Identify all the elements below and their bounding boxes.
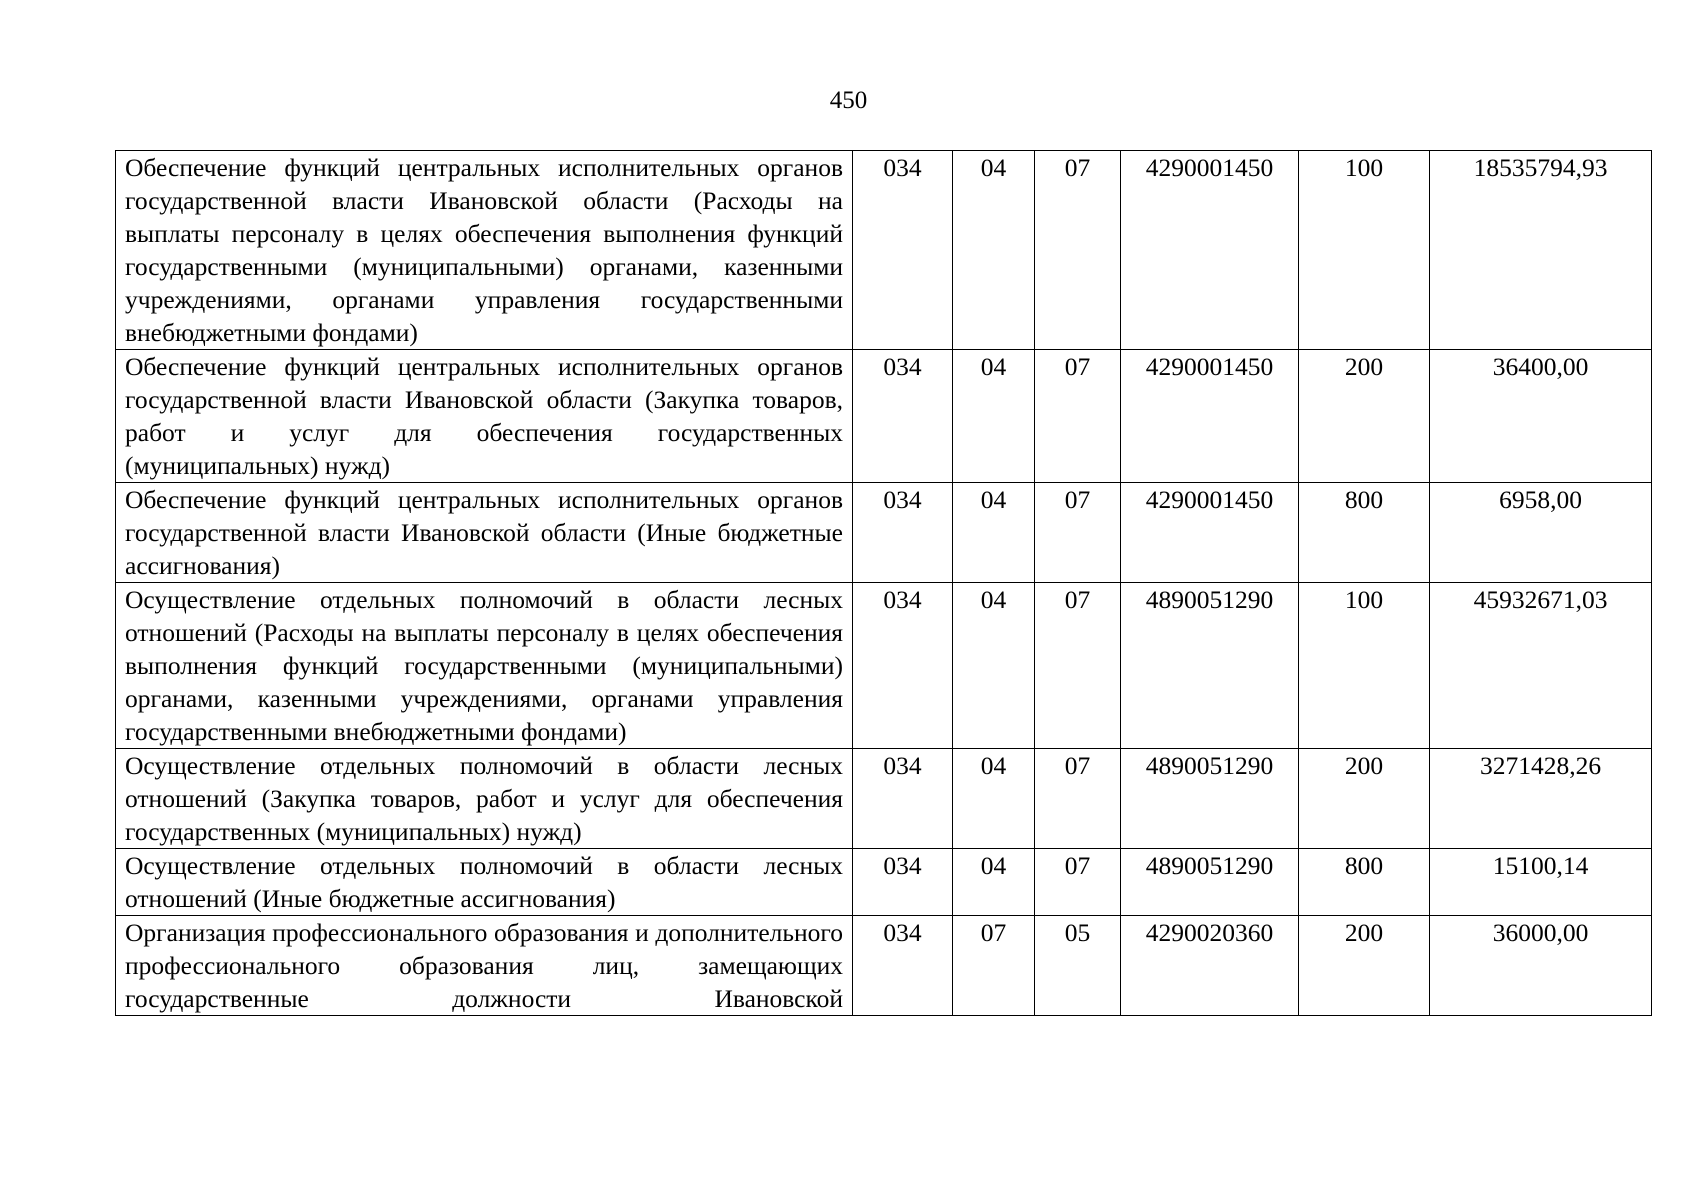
row-section-code: 04 (953, 849, 1035, 916)
row-subsection-code: 05 (1035, 916, 1121, 1016)
row-sum: 6958,00 (1430, 483, 1652, 583)
row-subsection-code: 07 (1035, 350, 1121, 483)
row-ved-code: 034 (853, 151, 953, 350)
budget-table (115, 150, 1652, 1016)
row-sum: 36400,00 (1430, 350, 1652, 483)
row-section-code: 04 (953, 749, 1035, 849)
row-subsection-code: 07 (1035, 483, 1121, 583)
row-target-article-code: 4290001450 (1121, 483, 1299, 583)
row-description: Осуществление отдельных полномочий в области лесных отношений (Иные бюджетные ассигнования) (116, 849, 853, 916)
row-ved-code: 034 (853, 849, 953, 916)
row-sum: 45932671,03 (1430, 583, 1652, 749)
row-ved-code: 034 (853, 583, 953, 749)
row-target-article-code: 4290020360 (1121, 916, 1299, 1016)
row-expense-type-code: 200 (1299, 916, 1430, 1016)
row-description: Обеспечение функций центральных исполнительных органов государственной власти Ивановской области (Закупка товаров, работ и услуг для обеспечения государственных (муниципальных) нужд) (116, 350, 853, 483)
row-expense-type-code: 200 (1299, 350, 1430, 483)
row-sum: 36000,00 (1430, 916, 1652, 1016)
row-subsection-code: 07 (1035, 151, 1121, 350)
table-row (116, 916, 1652, 1016)
row-section-code: 04 (953, 350, 1035, 483)
row-description: Организация профессионального образования и дополнительного профессионального образования лиц, замещающих государственные должности Ивановской (116, 916, 853, 1016)
row-section-code: 04 (953, 483, 1035, 583)
row-expense-type-code: 200 (1299, 749, 1430, 849)
row-expense-type-code: 100 (1299, 151, 1430, 350)
table-row (116, 151, 1652, 350)
row-section-code: 04 (953, 583, 1035, 749)
page-number: 450 (829, 87, 868, 114)
table-row (116, 749, 1652, 849)
row-target-article-code: 4890051290 (1121, 749, 1299, 849)
row-expense-type-code: 800 (1299, 483, 1430, 583)
row-section-code: 04 (953, 151, 1035, 350)
row-description: Обеспечение функций центральных исполнительных органов государственной власти Ивановской области (Расходы на выплаты персоналу в целях обеспечения выполнения функций государственными (муниципальными) органами, казенными учреждениями, органами управления государственными внебюджетными фондами) (116, 151, 853, 350)
table-row (116, 849, 1652, 916)
row-ved-code: 034 (853, 350, 953, 483)
row-target-article-code: 4890051290 (1121, 849, 1299, 916)
row-subsection-code: 07 (1035, 749, 1121, 849)
row-ved-code: 034 (853, 916, 953, 1016)
table-row (116, 483, 1652, 583)
row-expense-type-code: 800 (1299, 849, 1430, 916)
row-description: Осуществление отдельных полномочий в области лесных отношений (Расходы на выплаты персоналу в целях обеспечения выполнения функций государственными (муниципальными) органами, казенными учреждениями, органами управления государственными внебюджетными фондами) (116, 583, 853, 749)
row-ved-code: 034 (853, 749, 953, 849)
row-subsection-code: 07 (1035, 849, 1121, 916)
row-subsection-code: 07 (1035, 583, 1121, 749)
table-row (116, 583, 1652, 749)
row-target-article-code: 4890051290 (1121, 583, 1299, 749)
table-row (116, 350, 1652, 483)
row-description: Осуществление отдельных полномочий в области лесных отношений (Закупка товаров, работ и услуг для обеспечения государственных (муниципальных) нужд) (116, 749, 853, 849)
row-expense-type-code: 100 (1299, 583, 1430, 749)
row-target-article-code: 4290001450 (1121, 151, 1299, 350)
row-section-code: 07 (953, 916, 1035, 1016)
row-sum: 3271428,26 (1430, 749, 1652, 849)
row-target-article-code: 4290001450 (1121, 350, 1299, 483)
row-description: Обеспечение функций центральных исполнительных органов государственной власти Ивановской области (Иные бюджетные ассигнования) (116, 483, 853, 583)
row-sum: 15100,14 (1430, 849, 1652, 916)
row-sum: 18535794,93 (1430, 151, 1652, 350)
row-ved-code: 034 (853, 483, 953, 583)
